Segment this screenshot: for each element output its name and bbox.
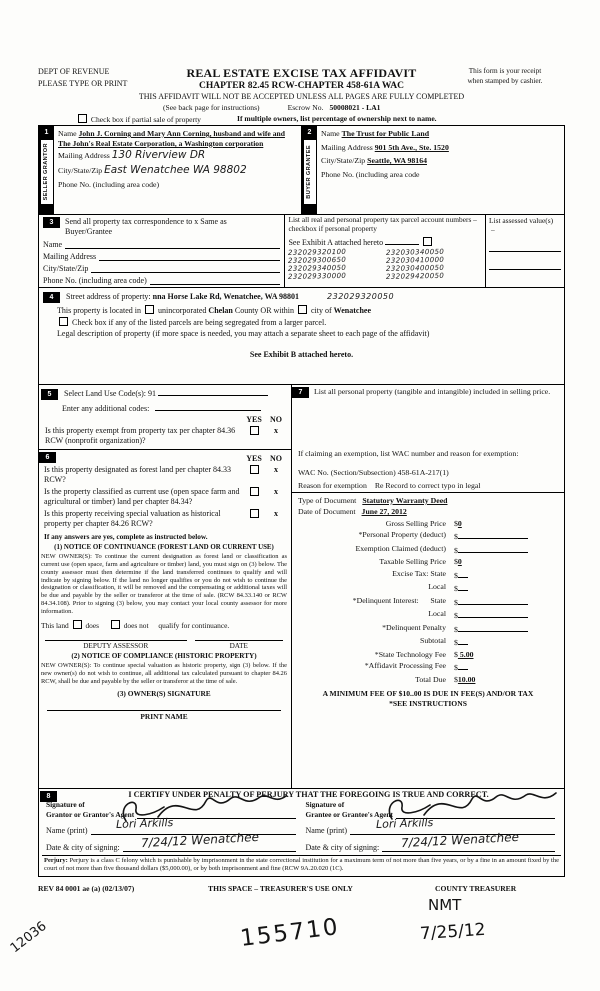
section-5-number: 5 [41, 389, 58, 400]
property-location-section [39, 288, 564, 385]
document-block [292, 492, 564, 709]
details-row [39, 385, 564, 789]
blank-line [385, 236, 419, 245]
unincorporated-label: unincorporated [157, 306, 207, 315]
fee-value [454, 582, 558, 593]
dollar-sign: $ [454, 638, 458, 647]
buyer-mailing-label: Mailing Address [321, 142, 373, 152]
fee-row [298, 557, 558, 566]
type-or-print-label: PLEASE TYPE OR PRINT [38, 79, 128, 88]
reason-value: Re Record to correct typo in legal [374, 481, 481, 490]
blank-line [155, 402, 261, 411]
fee-table [298, 519, 558, 684]
fee-row [298, 675, 558, 684]
parcel-numbers-section [284, 215, 485, 287]
blank-line [458, 623, 528, 632]
form-title: REAL ESTATE EXCISE TAX AFFIDAVIT [186, 66, 417, 80]
blank-line [458, 661, 468, 670]
unincorporated-checkbox[interactable] [145, 305, 154, 314]
assessed-values-section [485, 215, 564, 287]
fee-value [454, 557, 558, 566]
reason-label: Reason for exemption [298, 481, 367, 490]
fee-row [298, 582, 558, 593]
street-address-label: Street address of property: [66, 292, 151, 301]
buyer-csz-label: City/State/Zip [321, 156, 366, 166]
fee-label: Total Due [415, 674, 446, 684]
blank-line [458, 636, 468, 645]
section-8-number: 8 [40, 791, 57, 802]
blank-line [458, 569, 468, 578]
fee-label: Gross Selling Price [385, 518, 446, 528]
dollar-sign: $ [454, 584, 458, 593]
fee-value [454, 519, 558, 528]
legal-description-label: Legal description of property (if more space is needed, you may attach a separate sheet to each page of the affidavit) [57, 329, 430, 338]
fee-label: Local [428, 609, 446, 618]
fee-row [298, 609, 558, 620]
section-1-number: 1 [44, 129, 49, 136]
county-treasurer-label: COUNTY TREASURER [435, 884, 517, 893]
dept-label: DEPT OF REVENUE [38, 67, 110, 76]
fee-label: *Personal Property (deduct) [358, 530, 446, 539]
partial-sale-checkbox[interactable] [78, 114, 87, 123]
fee-value [454, 650, 558, 659]
grantee-date-handwritten: 7/24/12 Wenatchee [400, 830, 519, 851]
blank-line [158, 387, 268, 396]
parcel-number: 232030400050 [386, 263, 445, 273]
classification-section [39, 450, 291, 788]
parcel-number: 232030340050 [386, 247, 445, 257]
assessed-heading: List assessed value(s) [489, 216, 554, 225]
instructions-note: (See back page for instructions) [163, 103, 260, 112]
receipt-note-line1: This form is your receipt [468, 66, 542, 75]
continuance-title: (1) NOTICE OF CONTINUANCE (FOREST LAND OR CURRENT USE) [54, 544, 274, 551]
grantee-agent-label: Grantee or Grantee's Agent [305, 809, 394, 819]
fee-amount: 10.00 [457, 674, 476, 684]
partial-sale-label: Check box if partial sale of property [90, 115, 201, 124]
fee-value [454, 661, 558, 672]
fee-row [298, 530, 558, 541]
section-6-number: 6 [39, 452, 56, 463]
exempt-no-answer: x [274, 426, 278, 435]
seller-name-value: John J. Corning and Mary Ann Corning, husband and wife and The John's Real Estate Corporation, a Washington corporation [58, 129, 285, 148]
correspondence-heading: Send all property tax correspondence to x Same as Buyer/Grantee [65, 217, 227, 236]
dollar-sign: $ [454, 624, 458, 634]
qualify-does-checkbox[interactable] [73, 620, 82, 629]
seller-csz-label: City/State/Zip [58, 165, 103, 175]
segregated-label: Check box if any of the listed parcels are being segregated from a larger parcel. [72, 318, 327, 327]
fee-label: Subtotal [420, 636, 446, 645]
signature-of-label-2: Signature of [305, 800, 345, 809]
grantee-date-city-label: Date & city of signing: [305, 843, 380, 853]
blank-line [91, 264, 280, 273]
dollar-sign: $ [454, 597, 458, 607]
compliance-body: NEW OWNER(S): To continue special valuation as historic property, sign (3) below. If the new owner(s) do not wish to continue, all additional tax calculated pursuant to chapter 84.26 RCW, shall be due and payable by the seller or transferor at the time of sale. [41, 661, 287, 685]
correspondence-field-row [43, 264, 280, 273]
fee-value [454, 544, 558, 555]
fee-label: Excise Tax: State [392, 568, 446, 578]
parties-row [39, 126, 564, 215]
exemption-note: If claiming an exemption, list WAC number and reason for exemption: [298, 449, 519, 458]
blank-line [489, 279, 561, 288]
fee-label: Local [428, 582, 446, 591]
city-value: Wenatchee [333, 306, 371, 315]
form-header [38, 66, 565, 124]
personal-property-heading: List all personal property (tangible and intangible) included in selling price. [314, 387, 551, 396]
blank-line [458, 544, 528, 553]
correspondence-field-row [43, 276, 280, 285]
fee-label: *Affidavit Processing Fee [364, 661, 446, 670]
grantee-name-handwritten: Lori Arkills [375, 816, 433, 832]
buyer-grantee-label: BUYER GRANTEE [306, 145, 313, 199]
qualify-pre: This land [41, 620, 69, 630]
wac-number: WAC No. (Section/Subsection) 458-61A-217(1) [298, 468, 449, 477]
located-pre: This property is located in [57, 306, 141, 315]
left-column [39, 385, 292, 788]
fee-value [454, 596, 558, 607]
blank-line [458, 530, 528, 539]
dollar-sign: $ [454, 532, 458, 541]
minimum-fee-note: A MINIMUM FEE OF $10..00 IS DUE IN FEE(S) AND/OR TAX [322, 688, 534, 698]
seller-mailing-value: 130 Riverview DR [111, 149, 206, 162]
fee-amount: 0 [457, 518, 462, 528]
classification-question-row [41, 487, 287, 507]
grantor-name-handwritten: Lori Arkills [115, 816, 174, 832]
continuance-body: NEW OWNER(S): To continue the current designation as forest land or classification as current use (open space, farm and agriculture or timber) land, you must sign on (3) below. The county assessor must then determine if the land transferred continues to qualify and will indicate by signing below. If the land no longer qualifies or you do not wish to continue the designation or classification, it will be removed and the compensating or additional taxes will be due and payable by the seller or transferor at the time of sale. (RCW 84.33.140 or RCW 84.34.108). Prior to signing (3) below, you may contact your local county assessor for more information. [41, 553, 287, 616]
deputy-date-label: DATE [195, 640, 283, 650]
dollar-sign: $ [454, 674, 458, 684]
parcel-number: 232029320100 [288, 247, 347, 257]
correspondence-section [39, 215, 284, 287]
dollar-sign: $ [454, 611, 458, 620]
correspondence-fields [43, 240, 280, 285]
buyer-name-label: Name [321, 129, 340, 138]
street-address-value: nna Horse Lake Rd, Wenatchee, WA 98801 [152, 292, 300, 301]
fee-amount: 5.00 [457, 649, 474, 659]
see-instructions-note: *SEE INSTRUCTIONS [389, 698, 467, 708]
land-use-code-value: 91 [147, 389, 156, 398]
fee-row [298, 636, 558, 647]
dollar-sign: $ [454, 557, 458, 566]
fee-value [454, 623, 558, 634]
yes-header: YES [246, 415, 262, 424]
parcel-number: 232030410000 [386, 255, 445, 265]
dollar-sign: $ [454, 570, 458, 580]
fee-label: Taxable Selling Price [379, 557, 446, 566]
blank-line [489, 243, 561, 252]
seller-grantor-label: SELLER GRANTOR [43, 143, 50, 201]
fee-row [298, 623, 558, 634]
fee-label: Exemption Claimed (deduct) [355, 543, 446, 553]
exhibit-a-label: See Exhibit A attached hereto [288, 237, 384, 247]
buyer-name-value: The Trust for Public Land [341, 129, 430, 138]
fee-row [298, 544, 558, 555]
perjury-body: Perjury is a class C felony which is punishable by imprisonment in the state correctional institution for a maximum term of not more than five years, or by a fine in an amount fixed by the court of not more than five thousand dollars ($5,000.00), or by both imprisonment and fine (RCW 9A.20.020 (1C). [44, 857, 559, 873]
deputy-assessor-label: DEPUTY ASSESSOR [45, 640, 187, 650]
assessed-dash: – [491, 225, 495, 234]
correspondence-field-label: Name [43, 240, 63, 249]
seller-name-label: Name [58, 129, 77, 138]
no-header: NO [270, 415, 282, 424]
parcel-number-list [288, 248, 482, 280]
multiple-owners-note: If multiple owners, list percentage of ownership next to name. [236, 114, 437, 123]
section-7-number: 7 [292, 387, 309, 398]
classification-question-text: Is the property classified as current use (open space farm and agricultural or timber) land per chapter 84.34? [44, 487, 240, 506]
dollar-sign: $ [454, 649, 458, 659]
classification-yes-checkbox[interactable] [250, 465, 259, 474]
grantor-date-city-label: Date & city of signing: [46, 843, 120, 853]
section-3-number: 3 [43, 217, 60, 228]
located-mid: County OR within [234, 306, 294, 315]
parcel-number: 232029300650 [288, 255, 347, 265]
corner-number-handwritten: 12036 [7, 918, 50, 957]
grantor-agent-label: Grantor or Grantor's Agent [46, 809, 135, 819]
dollar-sign: $ [454, 545, 458, 555]
buyer-phone-label: Phone No. (including area code [321, 170, 420, 180]
fee-row [298, 596, 558, 607]
dollar-sign: $ [454, 663, 458, 672]
land-use-code-label: Select Land Use Code(s): [64, 389, 146, 398]
qualify-does-not-label: does not [123, 620, 149, 630]
right-column [292, 385, 564, 788]
section-4-number: 4 [43, 292, 60, 303]
classification-no-answer: x [274, 465, 278, 474]
acceptance-notice: THIS AFFIDAVIT WILL NOT BE ACCEPTED UNLESS ALL PAGES ARE FULLY COMPLETED [138, 92, 465, 101]
blank-line [65, 240, 280, 249]
seller-phone-label: Phone No. (including area code) [58, 179, 160, 189]
classification-question-text: Is this property designated as forest land per chapter 84.33 RCW? [44, 465, 232, 484]
fee-row [298, 569, 558, 580]
grantor-date-handwritten: 7/24/12 Wenatchee [140, 830, 260, 851]
qualify-does-not-checkbox[interactable] [111, 620, 120, 629]
receipt-note-line2: when stamped by cashier. [467, 76, 543, 86]
classification-question-row [41, 509, 287, 529]
classification-question-row [41, 465, 287, 485]
print-name-label: PRINT NAME [47, 710, 281, 721]
form-footer [38, 884, 565, 893]
no-header-2: NO [270, 454, 282, 463]
grantee-signature-block [302, 799, 562, 852]
signature-of-label: Signature of [46, 800, 85, 809]
fee-value [454, 675, 558, 684]
correspondence-field-label: City/State/Zip [43, 264, 89, 273]
compliance-title: (2) NOTICE OF COMPLIANCE (HISTORIC PROPERTY) [71, 651, 257, 660]
rev-number: REV 84 0001 ae (a) (02/13/07) [38, 884, 135, 893]
county-value: Chelan [208, 306, 233, 315]
parcel-number: 232029340050 [288, 263, 347, 273]
buyer-section [301, 126, 564, 214]
yes-header-2: YES [246, 454, 262, 463]
grantor-name-print-label: Name (print) [46, 826, 88, 836]
fee-value [454, 569, 558, 580]
exemption-block [292, 447, 564, 492]
fee-label: *Delinquent Penalty [382, 622, 446, 632]
certify-statement: I CERTIFY UNDER PENALTY OF PERJURY THAT THE FOREGOING IS TRUE AND CORRECT. [128, 790, 489, 799]
blank-line [489, 261, 561, 270]
exempt-yes-checkbox[interactable] [250, 426, 259, 435]
fee-value [454, 636, 558, 647]
tax-parcel-row [39, 215, 564, 288]
blank-line [458, 582, 468, 591]
fee-value [454, 530, 558, 541]
fee-label: *State Technology Fee [374, 649, 446, 659]
exhibit-a-checkbox[interactable] [423, 237, 432, 246]
escrow-label: Escrow No. [287, 103, 324, 112]
seller-csz-value: East Wenatchee WA 98802 [104, 163, 247, 176]
escrow-number: 50008021 - LA1 [329, 103, 381, 112]
certification-section [39, 789, 564, 876]
exempt-question: Is this property exempt from property tax per chapter 84.36 RCW (nonprofit organization)? [45, 426, 236, 445]
blank-line [458, 596, 528, 605]
additional-codes-label: Enter any additional codes: [62, 404, 150, 413]
parcel-heading: List all real and personal property tax parcel account numbers – checkbox if personal property [288, 215, 477, 233]
city-of-label: city of [311, 306, 332, 315]
fee-row [298, 519, 558, 528]
blank-line [150, 276, 281, 285]
perjury-lead: Perjury: [44, 857, 68, 865]
fee-value [454, 609, 558, 620]
doc-type-value: Statutory Warranty Deed [362, 496, 448, 505]
segregated-checkbox[interactable] [59, 317, 68, 326]
fee-row [298, 661, 558, 672]
blank-line [458, 609, 528, 618]
seller-mailing-label: Mailing Address [58, 151, 110, 161]
classification-yes-checkbox[interactable] [250, 509, 259, 518]
receipt-number-handwritten: 155710 [238, 914, 342, 952]
seller-side-strip [39, 126, 54, 214]
classification-question-text: Is this property receiving special valuation as historical property per chapter 84.26 RCW? [44, 509, 221, 528]
fee-label: *Delinquent Interest: State [352, 595, 446, 605]
correspondence-field-label: Mailing Address [43, 252, 97, 261]
doc-type-label: Type of Document [298, 496, 357, 505]
city-checkbox[interactable] [298, 305, 307, 314]
treasurer-date-handwritten: 7/25/12 [419, 919, 487, 945]
buyer-csz-value: Seattle, WA 98164 [367, 156, 427, 166]
personal-property-section [292, 385, 564, 447]
street-parcel-handwritten: 232029320050 [327, 292, 395, 301]
classification-no-answer: x [274, 487, 278, 496]
classification-no-answer: x [274, 509, 278, 518]
treasurer-initials-handwritten: NMT [428, 896, 462, 914]
chapter-line: CHAPTER 82.45 RCW-CHAPTER 458-61A WAC [198, 81, 405, 91]
seller-section [39, 126, 301, 214]
buyer-mailing-value: 901 5th Ave., Ste. 1520 [374, 142, 449, 152]
parcel-number: 232029330000 [288, 271, 347, 281]
exhibit-b-note: See Exhibit B attached hereto. [249, 350, 354, 359]
dollar-sign: $ [454, 518, 458, 528]
correspondence-field-row [43, 252, 280, 261]
parcel-number: 232029420050 [386, 271, 445, 281]
fee-row [298, 650, 558, 659]
land-use-section [39, 385, 291, 450]
form-body [38, 125, 565, 877]
doc-date-value: June 27, 2012 [361, 507, 407, 516]
grantee-name-print-label: Name (print) [305, 826, 348, 836]
classification-yes-checkbox[interactable] [250, 487, 259, 496]
classification-questions [41, 465, 287, 529]
answers-note: If any answers are yes, complete as instructed below. [44, 532, 208, 541]
blank-line [99, 252, 280, 261]
buyer-side-strip [302, 126, 317, 214]
fee-amount: 0 [457, 557, 462, 566]
correspondence-field-label: Phone No. (including area code) [43, 276, 147, 285]
qualify-does-label: does [85, 620, 99, 630]
doc-date-label: Date of Document [298, 507, 356, 516]
correspondence-field-row [43, 240, 280, 249]
owners-signature-label: (3) OWNER(S) SIGNATURE [117, 689, 211, 699]
grantor-signature-block [42, 799, 302, 852]
qualify-post: qualify for continuance. [158, 620, 230, 630]
section-2-number: 2 [307, 129, 312, 136]
treasurer-space-label: THIS SPACE – TREASURER'S USE ONLY [208, 884, 353, 893]
